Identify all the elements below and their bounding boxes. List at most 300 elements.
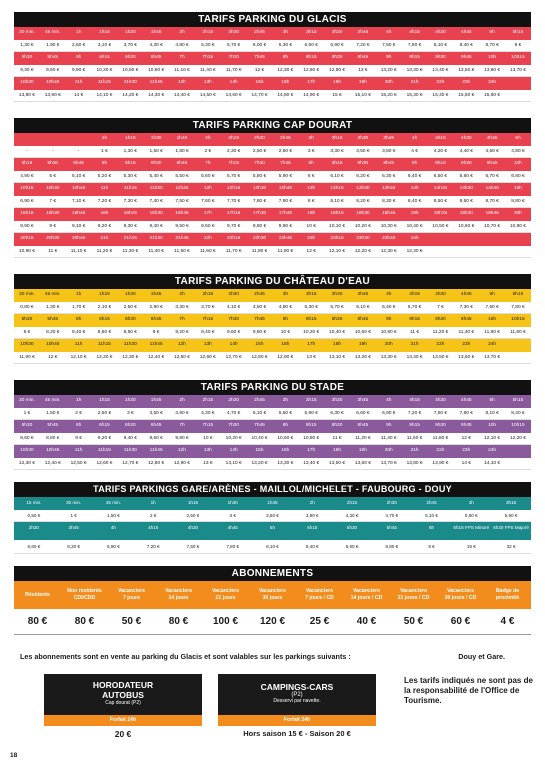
table-cell: 8,10 € (433, 42, 448, 48)
table-cell: 8h15 (305, 423, 317, 428)
table-cell: 12,10 € (329, 248, 346, 254)
table-cell: 13,70 € (380, 460, 397, 466)
table-cell: 7,50 € (186, 544, 200, 549)
table-cell: 3h45 (357, 292, 369, 297)
table-cell: 2,80 € (278, 148, 293, 154)
table-cell: 10h15 (20, 186, 34, 191)
table-cell: 7,90 € (278, 198, 293, 204)
abonnements-title: ABONNEMENTS (14, 566, 531, 581)
glacis-header-row-1 (14, 27, 531, 40)
table-cell: 7h45 (254, 423, 265, 428)
table-cell: 10,30 € (380, 223, 397, 229)
table-cell: 45 min. (44, 398, 61, 403)
table-cell: 7,50 € (433, 410, 448, 416)
table-cell: 8,50 € (433, 198, 448, 204)
table-cell: 15,30 € (406, 92, 423, 98)
dourat-header-row-5 (14, 233, 531, 246)
table-cell: 5,70 € (227, 42, 241, 48)
table-cell: 6h (75, 423, 82, 428)
table-cell: 19h (410, 211, 419, 216)
table-cell: 4,70 € (227, 410, 241, 416)
table-cell: 1h30 (124, 292, 136, 297)
table-cell: 14,60 € (225, 92, 242, 98)
table-cell: 20h (384, 80, 393, 85)
table-cell: 7,70 € (227, 198, 241, 204)
table-cell: 8h45 (383, 161, 395, 166)
table-cell: 6,30 € (382, 173, 396, 179)
table-cell: 3h30 (331, 292, 343, 297)
table-cell: 10,60 € (354, 329, 371, 335)
chateau-value-row-2 (14, 327, 531, 340)
table-cell: 5,50 € (464, 512, 478, 518)
table-cell: 16h (281, 80, 290, 85)
table-cell: 9 € (428, 544, 435, 549)
table-cell: 20h (384, 448, 393, 453)
table-cell: 8h15 (305, 55, 317, 60)
table-cell: 20h45 (71, 236, 86, 241)
dourat-header-row-4 (14, 208, 531, 221)
table-cell: 14,10 € (484, 460, 501, 466)
table-cell: 16h15 (123, 211, 137, 216)
table-cell: 60 € (450, 616, 471, 627)
table-cell: 11,60 € (406, 435, 423, 441)
table-cell: 12 € (254, 67, 265, 73)
dourat-value-row-1 (14, 146, 531, 159)
table-cell: 21h45 (175, 236, 189, 241)
table-cell: 5h30 (21, 55, 33, 60)
table-cell: 10,20 € (96, 67, 113, 73)
table-cell: 10h15 (511, 423, 525, 428)
chateau-header-row-1 (14, 289, 531, 302)
gare-header-row-1 (14, 497, 531, 510)
table-cell: 7h30 (228, 317, 239, 322)
table-cell: 8,10 € (485, 410, 499, 416)
table-cell: 4,80 € (175, 42, 189, 48)
table-cell: 18h15 (330, 211, 344, 216)
table-cell (428, 233, 454, 246)
stade-header-row-2 (14, 420, 531, 433)
table-cell: 4h (386, 292, 392, 297)
table-cell: 45 min. (44, 292, 61, 297)
table-cell: 7,60 € (201, 198, 215, 204)
table-cell: 6h (101, 161, 108, 166)
table-cell: 9,30 € (123, 223, 137, 229)
table-cell (505, 233, 531, 246)
table-cell: 9,20 € (97, 223, 112, 229)
table-cell: 6h (75, 55, 82, 60)
table-cell: 11h30 (123, 342, 137, 347)
table-cell: 17h (307, 80, 316, 85)
dourat-value-row-4 (14, 221, 531, 234)
table-cell (505, 352, 531, 364)
table-cell: 5h (489, 292, 495, 297)
table-cell (505, 445, 531, 458)
dourat-header-row-2 (14, 158, 531, 171)
table-cell: 19h (358, 80, 367, 85)
table-cell: 80 € (27, 616, 48, 627)
table-cell: 8,40 € (407, 198, 422, 204)
table-cell: 2h30 (228, 30, 239, 35)
table-cell: 12h30 (252, 186, 267, 191)
table-cell: 9,20 € (97, 435, 112, 441)
table-cell: 11h30 (123, 448, 137, 453)
table-cell: 45 min. (44, 30, 61, 35)
table-cell: 8h45 (357, 317, 369, 322)
table-cell: 10,50 € (432, 223, 449, 229)
table-cell (505, 339, 531, 352)
table-cell: 11,40 € (458, 329, 475, 335)
table-cell: 10h (513, 161, 522, 166)
table-cell: 11h45 (149, 342, 163, 347)
table-cell: 7,20 € (146, 544, 160, 549)
table-cell: 8,10 € (266, 544, 279, 549)
table-cell: 7 € (437, 304, 444, 310)
table-cell: 22h (436, 80, 445, 85)
table-cell: 45 min. (105, 500, 121, 505)
table-cell: 9,90 € (278, 223, 293, 229)
table-cell: 12h (177, 342, 186, 347)
table-cell: 8h (282, 423, 289, 428)
table-cell: 10h (488, 55, 497, 60)
table-cell: 50 € (403, 616, 424, 627)
table-cell: 1,70 € (71, 304, 86, 310)
table-cell: 14h30 (459, 186, 473, 191)
table-cell: 30 min. (19, 30, 35, 35)
table-cell: 13,10 € (225, 460, 242, 466)
table-cell: 2h45 (280, 136, 291, 141)
table-cell: 1h (75, 398, 82, 403)
horodateur-subtitle: Cap dourat (P2) (105, 700, 141, 706)
table-cell: 7,50 € (175, 198, 189, 204)
note-right: Douy et Gare. (458, 652, 505, 661)
table-cell: 13,70 € (484, 354, 501, 360)
table-cell: 3,50 € (149, 410, 163, 416)
table-cell: 7h15 (202, 55, 214, 60)
table-cell: 9,40 € (123, 435, 137, 441)
table-cell: 13,90 € (44, 92, 61, 98)
table-cell: 6,30 € (278, 42, 293, 48)
table-cell: 3 € (229, 512, 236, 518)
table-cell: 5,90 € (504, 512, 518, 518)
table-cell: 1h15 (99, 30, 110, 35)
table-cell: 5h45 (386, 525, 397, 530)
table-cell: Vacanciers 14 jours / CD (350, 588, 383, 601)
table-cell: 10,60 € (277, 435, 294, 441)
table-cell: 2 € (75, 410, 82, 416)
table-cell: 11h30 (123, 80, 137, 85)
table-cell: 3h (468, 500, 474, 505)
section-chateau-deau (14, 274, 531, 364)
table-cell (479, 233, 505, 246)
table-cell: 5h15 (512, 30, 524, 35)
table-cell: 7,80 € (511, 304, 525, 310)
table-cell: 1h (75, 292, 82, 297)
table-cell: 11,10 € (174, 67, 190, 73)
table-cell: 13,50 € (432, 354, 449, 360)
table-cell: 11,20 € (432, 329, 449, 335)
abonnements-note (20, 652, 525, 661)
table-cell: 9,80 € (252, 223, 267, 229)
table-cell: 12,90 € (277, 354, 294, 360)
table-cell: 12h (177, 448, 186, 453)
table-cell: 11,30 € (122, 248, 139, 254)
table-cell: 15h30 (46, 211, 60, 216)
table-cell: 11h15 (97, 342, 111, 347)
table-cell: 22h (436, 342, 445, 347)
table-cell: Badge de proximité (495, 588, 520, 601)
table-cell: 6h30 (150, 161, 162, 166)
table-cell: 11,20 € (96, 248, 113, 254)
table-cell: 7h30 (254, 161, 265, 166)
table-cell: 7h30 (228, 55, 239, 60)
table-cell: 8,10 € (330, 198, 344, 204)
table-cell: 0,80 € (20, 304, 34, 310)
table-cell (66, 133, 92, 146)
table-cell: 19h45 (485, 211, 499, 216)
table-cell: 10,20 € (354, 223, 371, 229)
table-cell: 2h (179, 292, 185, 297)
table-cell: 5h15 (512, 398, 524, 403)
table-cell: 17h (307, 342, 316, 347)
table-cell: 8,40 € (305, 544, 319, 549)
table-cell: 3h (282, 30, 289, 35)
table-cell: 10,20 € (225, 435, 242, 441)
table-cell: 3 € (126, 410, 134, 416)
table-cell: 4h15 (409, 398, 420, 403)
table-cell: 7,40 € (149, 198, 163, 204)
table-cell: 2h (179, 30, 185, 35)
table-cell: 12,60 € (199, 354, 216, 360)
table-cell: 2h30 (228, 398, 239, 403)
table-cell: 13,40 € (432, 67, 449, 73)
table-cell: 18h (333, 80, 342, 85)
table-cell: 6h30 (124, 55, 136, 60)
table-cell: 10,40 € (251, 435, 268, 441)
table-cell: 1,30 € (46, 304, 60, 310)
table-cell: 10 € (306, 223, 316, 229)
table-cell: 7,20 € (407, 410, 422, 416)
table-cell: 14 € (73, 92, 84, 98)
table-cell: 4h45 (486, 136, 498, 141)
table-cell: Vacanciers 30 jours / CD (444, 588, 477, 601)
table-cell: 10,80 € (509, 223, 526, 229)
table-cell: 11 € (48, 248, 58, 254)
table-cell: 4 € (500, 616, 515, 627)
table-cell: 9 € (49, 223, 57, 229)
gare-title: TARIFS PARKINGS GARE/ARÈNES - MAILLOL/MICHELET - FAUBOURG - DOUY (14, 482, 531, 497)
table-cell: Vacanciers 7 jours (117, 588, 146, 601)
table-cell: 10h45 (46, 342, 60, 347)
table-cell: 10h (488, 423, 497, 428)
table-cell: 1h (75, 30, 82, 35)
campings-price: Hors saison 15 € - Saison 20 € (243, 729, 351, 738)
table-cell: 6,30 € (330, 410, 344, 416)
table-cell: 10,80 € (148, 67, 165, 73)
table-cell: 12,20 € (96, 354, 113, 360)
table-cell: 6h15 (99, 423, 110, 428)
table-cell: 16h30 (149, 211, 163, 216)
table-cell: 6,20 € (356, 173, 370, 179)
table-cell (428, 246, 454, 258)
table-cell: 6h (75, 317, 82, 322)
table-cell: 9h30 (435, 423, 446, 428)
table-cell: 8h30 (357, 161, 369, 166)
table-cell: 10,80 € (303, 435, 320, 441)
table-cell: 11h15 (97, 80, 111, 85)
table-cell: 10,20 € (303, 329, 320, 335)
chateau-header-row-2 (14, 314, 531, 327)
table-cell: 5h30 (21, 423, 33, 428)
table-cell: 8h (282, 317, 289, 322)
table-cell: 9h15 (409, 423, 420, 428)
table-cell: 2h (179, 398, 185, 403)
table-cell: 1h (101, 136, 108, 141)
table-cell: 12,10 € (70, 354, 87, 360)
table-cell: 12,40 € (406, 248, 423, 254)
horodateur-card (44, 674, 202, 742)
table-cell: 24h (410, 236, 419, 241)
campings-forfait: Forfait 24h (218, 715, 376, 726)
table-cell: 13,50 € (329, 460, 346, 466)
table-cell: 5h45 (47, 55, 59, 60)
campings-subtitle-2: Desservi par navette. (273, 698, 321, 704)
table-cell: 10,50 € (122, 67, 139, 73)
dourat-value-row-3 (14, 196, 531, 209)
table-cell: 3,70 € (123, 42, 137, 48)
table-cell: 8,40 € (71, 329, 86, 335)
table-cell: 12,30 € (18, 460, 35, 466)
table-cell: 23h (307, 236, 316, 241)
table-cell: 3,90 € (175, 410, 189, 416)
table-cell: 12,10 € (484, 435, 501, 441)
table-cell: 24h (488, 448, 497, 453)
table-cell: 3h30 (28, 525, 39, 530)
table-cell: 13,40 € (406, 354, 423, 360)
disclaimer: Les tarifs indiqués ne sont pas de la responsabilité de l'Office de Tourisme. (404, 676, 533, 705)
table-cell: 20h (513, 211, 522, 216)
table-cell: 3h15 (331, 136, 343, 141)
table-cell: 1h45 (150, 30, 162, 35)
table-cell: 15h15 (20, 211, 34, 216)
table-cell: 32 € (506, 544, 516, 549)
table-cell: - (26, 148, 28, 154)
table-cell: 23h15 (330, 236, 344, 241)
table-cell: 10,40 € (329, 329, 346, 335)
table-cell: 3,30 € (330, 148, 344, 154)
table-cell (453, 246, 479, 258)
table-cell: 6h45 (150, 423, 162, 428)
table-cell: 20h15 (20, 236, 34, 241)
table-cell: 6,50 € (433, 173, 448, 179)
table-cell: 9h (386, 423, 392, 428)
section-glacis (14, 12, 531, 102)
table-cell: 5h (489, 30, 495, 35)
table-cell: 16h (281, 448, 290, 453)
table-cell: 22h45 (278, 236, 293, 241)
table-cell: 9h30 (435, 317, 446, 322)
table-cell: 10h (488, 317, 497, 322)
table-cell: 4,30 € (201, 410, 215, 416)
table-cell: 1 € (70, 512, 77, 518)
table-cell: 10h30 (46, 186, 60, 191)
table-cell: 2h (309, 500, 315, 505)
table-cell: 8,30 € (382, 198, 396, 204)
table-cell: 14,10 € (96, 92, 113, 98)
table-cell: 4h (411, 136, 418, 141)
table-cell: 1h15 (99, 292, 110, 297)
table-cell: 7h (179, 423, 185, 428)
table-cell: 1,30 € (123, 148, 137, 154)
table-cell: 12h15 (227, 186, 241, 191)
table-cell: 13 € (306, 354, 316, 360)
table-cell: 8h30 (331, 317, 343, 322)
table-cell (479, 246, 505, 258)
table-cell: 11h30 (149, 186, 163, 191)
table-cell: 15,50 € (458, 92, 475, 98)
table-cell: 11,40 € (148, 248, 164, 254)
table-cell: 21h (410, 342, 419, 347)
table-cell: 4,50 € (252, 304, 267, 310)
table-cell: 13,30 € (380, 354, 397, 360)
table-cell: 23h (462, 80, 471, 85)
table-cell: 9 € (152, 329, 160, 335)
table-cell: 12,80 € (148, 460, 165, 466)
table-cell: 5h45 (47, 423, 59, 428)
table-cell: 8h (308, 161, 314, 166)
table-cell: 9,10 € (71, 223, 86, 229)
table-cell: 11h45 (149, 448, 163, 453)
table-cell: 12,90 € (173, 460, 190, 466)
table-cell: 5,30 € (201, 42, 215, 48)
table-cell: 9 € (514, 42, 522, 48)
table-cell: 9h (386, 317, 392, 322)
table-cell: 7,80 € (226, 544, 240, 549)
table-cell: 4,70 € (385, 512, 399, 518)
table-cell: 12h45 (278, 186, 293, 191)
table-cell: 3h (308, 136, 314, 141)
table-cell: 6h45 (150, 317, 162, 322)
table-cell: 11,10 € (70, 248, 87, 254)
glacis-value-row-3 (14, 90, 531, 103)
table-cell (505, 77, 531, 90)
table-cell: 12,30 € (122, 354, 139, 360)
table-cell: 14,20 € (122, 92, 139, 98)
table-cell: 6h15 (99, 55, 110, 60)
chateau-header-row-3 (14, 339, 531, 352)
table-cell: 11h (74, 448, 83, 453)
table-cell: 4 € (411, 148, 418, 154)
table-cell: 14,90 € (303, 92, 320, 98)
table-cell: 11h15 (123, 186, 137, 191)
table-cell: 9h30 (460, 161, 472, 166)
table-cell: 2h15 (228, 136, 239, 141)
campings-cars-card (218, 674, 376, 742)
table-cell: 9h15 (435, 161, 446, 166)
table-cell: 6,40 € (407, 173, 422, 179)
table-cell: 24h (488, 342, 497, 347)
table-cell: Vacanciers 21 jours (211, 588, 240, 601)
table-cell: 8h15 (331, 161, 343, 166)
glacis-value-row-2 (14, 65, 531, 78)
table-cell: 12 € (461, 435, 471, 441)
table-cell: 2h45 (426, 500, 437, 505)
table-cell: 9,50 € (175, 223, 189, 229)
campings-subtitle-1: (P2) (291, 692, 303, 698)
table-cell: 4h15 (409, 292, 420, 297)
table-cell: 13h45 (382, 186, 396, 191)
table-cell: 2h (205, 136, 211, 141)
table-cell: 80 € (74, 616, 95, 627)
